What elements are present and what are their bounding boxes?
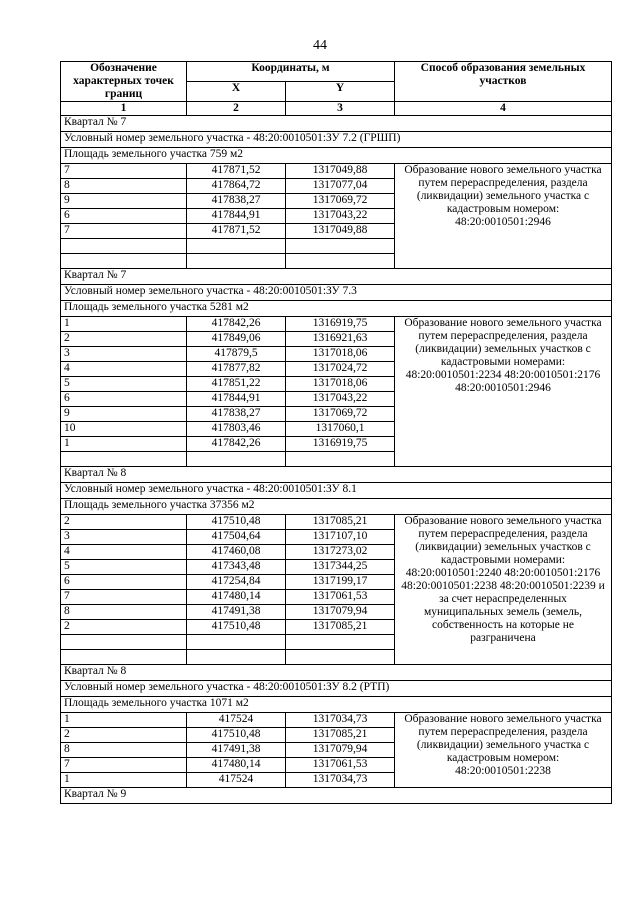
formation-method: Образование нового земельного участка путем перераспределения, раздела (ликвидации) земельного участка с кадастровым номером: 48:20:0010501:2238 — [395, 713, 612, 788]
point-number: 4 — [61, 362, 187, 377]
coord-y: 1317018,06 — [286, 377, 395, 392]
point-number: 6 — [61, 209, 187, 224]
coord-y — [286, 650, 395, 665]
point-number — [61, 650, 187, 665]
table-row — [61, 713, 612, 728]
coord-x: 417838,27 — [187, 407, 286, 422]
header-y: Y — [286, 82, 395, 102]
point-number: 5 — [61, 377, 187, 392]
coord-x: 417343,48 — [187, 560, 286, 575]
kvartal-label: Квартал № 7 — [61, 116, 612, 132]
point-number: 2 — [61, 515, 187, 530]
point-number — [61, 452, 187, 467]
plot-conditional-number-row — [61, 483, 612, 499]
plot-area-row — [61, 499, 612, 515]
coord-x: 417844,91 — [187, 209, 286, 224]
coord-y: 1317018,06 — [286, 347, 395, 362]
plot-conditional-number: Условный номер земельного участка - 48:20:0010501:ЗУ 7.3 — [61, 285, 612, 301]
coord-x: 417480,14 — [187, 590, 286, 605]
coord-x: 417842,26 — [187, 317, 286, 332]
plot-conditional-number: Условный номер земельного участка - 48:20:0010501:ЗУ 7.2 (ГРШП) — [61, 132, 612, 148]
coord-y: 1317034,73 — [286, 713, 395, 728]
coord-y: 1317069,72 — [286, 194, 395, 209]
plot-area: Площадь земельного участка 37356 м2 — [61, 499, 612, 515]
plot-area: Площадь земельного участка 759 м2 — [61, 148, 612, 164]
coord-y: 1317061,53 — [286, 758, 395, 773]
coord-x: 417871,52 — [187, 164, 286, 179]
coord-x: 417844,91 — [187, 392, 286, 407]
coord-x: 417510,48 — [187, 515, 286, 530]
column-number: 1 — [61, 102, 187, 116]
coord-x: 417524 — [187, 713, 286, 728]
coord-x: 417510,48 — [187, 620, 286, 635]
coord-y: 1317024,72 — [286, 362, 395, 377]
formation-method: Образование нового земельного участка путем перераспределения, раздела (ликвидации) земельных участков с кадастровыми номерами: 48:20:0010501:2240 48:20:0010501:2176 48:20:0010501:2238 48:20:0010501:2239 и за счет нераспределенных муниципальных земель (земель, собственность на которые не разграничена — [395, 515, 612, 665]
point-number: 1 — [61, 437, 187, 452]
coord-x: 417460,08 — [187, 545, 286, 560]
coord-x: 417510,48 — [187, 728, 286, 743]
coord-y — [286, 254, 395, 269]
formation-method: Образование нового земельного участка путем перераспределения, раздела (ликвидации) земельного участка с кадастровым номером: 48:20:0010501:2946 — [395, 164, 612, 269]
point-number: 6 — [61, 392, 187, 407]
kvartal-label: Квартал № 9 — [61, 788, 612, 804]
coord-y: 1317079,94 — [286, 743, 395, 758]
point-number: 1 — [61, 713, 187, 728]
coord-x: 417254,84 — [187, 575, 286, 590]
coord-y — [286, 452, 395, 467]
coord-x: 417864,72 — [187, 179, 286, 194]
coord-y: 1317085,21 — [286, 728, 395, 743]
point-number: 7 — [61, 164, 187, 179]
coord-y: 1317043,22 — [286, 209, 395, 224]
point-number: 6 — [61, 575, 187, 590]
coord-x: 417842,26 — [187, 437, 286, 452]
point-number: 9 — [61, 194, 187, 209]
header-x: X — [187, 82, 286, 102]
point-number: 5 — [61, 560, 187, 575]
point-number: 4 — [61, 545, 187, 560]
plot-area-row — [61, 697, 612, 713]
coord-y: 1316919,75 — [286, 437, 395, 452]
point-number: 8 — [61, 605, 187, 620]
point-number: 10 — [61, 422, 187, 437]
coord-x — [187, 239, 286, 254]
header-formation-method: Способ образования земельных участков — [395, 62, 612, 102]
point-number — [61, 254, 187, 269]
coord-y: 1316921,63 — [286, 332, 395, 347]
coord-y: 1317085,21 — [286, 515, 395, 530]
point-number: 9 — [61, 407, 187, 422]
coord-y: 1317049,88 — [286, 224, 395, 239]
point-number: 3 — [61, 530, 187, 545]
plot-conditional-number: Условный номер земельного участка - 48:20:0010501:ЗУ 8.2 (РТП) — [61, 681, 612, 697]
coord-y: 1317273,02 — [286, 545, 395, 560]
plot-conditional-number-row — [61, 132, 612, 148]
table-row — [61, 164, 612, 179]
coord-y: 1317069,72 — [286, 407, 395, 422]
header-coordinates: Координаты, м — [187, 62, 395, 82]
point-number: 8 — [61, 743, 187, 758]
point-number: 3 — [61, 347, 187, 362]
coord-y: 1317077,04 — [286, 179, 395, 194]
table-header-row-1 — [61, 62, 612, 82]
plot-conditional-number-row — [61, 285, 612, 301]
column-number: 3 — [286, 102, 395, 116]
coord-x: 417877,82 — [187, 362, 286, 377]
coord-x: 417879,5 — [187, 347, 286, 362]
coord-x — [187, 452, 286, 467]
coord-y: 1317061,53 — [286, 590, 395, 605]
coord-y: 1316919,75 — [286, 317, 395, 332]
plot-conditional-number-row — [61, 681, 612, 697]
coord-x — [187, 635, 286, 650]
plot-conditional-number: Условный номер земельного участка - 48:20:0010501:ЗУ 8.1 — [61, 483, 612, 499]
point-number: 1 — [61, 317, 187, 332]
coord-x: 417851,22 — [187, 377, 286, 392]
kvartal-label: Квартал № 8 — [61, 467, 612, 483]
coord-y: 1317043,22 — [286, 392, 395, 407]
coord-x: 417480,14 — [187, 758, 286, 773]
coord-x: 417491,38 — [187, 605, 286, 620]
coord-y — [286, 635, 395, 650]
plot-area: Площадь земельного участка 1071 м2 — [61, 697, 612, 713]
coord-y: 1317060,1 — [286, 422, 395, 437]
point-number: 1 — [61, 773, 187, 788]
coord-y: 1317199,17 — [286, 575, 395, 590]
coord-x: 417504,64 — [187, 530, 286, 545]
kvartal-label-row — [61, 665, 612, 681]
coord-x — [187, 650, 286, 665]
coord-x: 417803,46 — [187, 422, 286, 437]
page-number: 44 — [313, 38, 327, 53]
table-row — [61, 515, 612, 530]
kvartal-label-row — [61, 269, 612, 285]
coord-x: 417491,38 — [187, 743, 286, 758]
coord-x: 417838,27 — [187, 194, 286, 209]
kvartal-label: Квартал № 7 — [61, 269, 612, 285]
plot-area: Площадь земельного участка 5281 м2 — [61, 301, 612, 317]
point-number: 7 — [61, 758, 187, 773]
coord-x: 417524 — [187, 773, 286, 788]
formation-method: Образование нового земельного участка путем перераспределения, раздела (ликвидации) земельных участков с кадастровыми номерами: 48:20:0010501:2234 48:20:0010501:2176 48:20:0010501:2946 — [395, 317, 612, 467]
coord-y: 1317085,21 — [286, 620, 395, 635]
plot-area-row — [61, 148, 612, 164]
point-number — [61, 239, 187, 254]
point-number: 2 — [61, 332, 187, 347]
coord-x: 417871,52 — [187, 224, 286, 239]
point-number: 7 — [61, 590, 187, 605]
point-number: 2 — [61, 728, 187, 743]
header-point-designation: Обозначение характерных точек границ — [61, 62, 187, 102]
coord-x — [187, 254, 286, 269]
column-number: 4 — [395, 102, 612, 116]
column-number-row — [61, 102, 612, 116]
table-row — [61, 317, 612, 332]
coord-y: 1317034,73 — [286, 773, 395, 788]
coord-y — [286, 239, 395, 254]
kvartal-label-row — [61, 467, 612, 483]
point-number — [61, 635, 187, 650]
plot-area-row — [61, 301, 612, 317]
coordinates-table — [60, 61, 612, 804]
point-number: 8 — [61, 179, 187, 194]
kvartal-label-row — [61, 788, 612, 804]
coord-y: 1317049,88 — [286, 164, 395, 179]
point-number: 2 — [61, 620, 187, 635]
kvartal-label-row — [61, 116, 612, 132]
coord-y: 1317344,25 — [286, 560, 395, 575]
kvartal-label: Квартал № 8 — [61, 665, 612, 681]
point-number: 7 — [61, 224, 187, 239]
coord-y: 1317079,94 — [286, 605, 395, 620]
coord-y: 1317107,10 — [286, 530, 395, 545]
column-number: 2 — [187, 102, 286, 116]
coord-x: 417849,06 — [187, 332, 286, 347]
